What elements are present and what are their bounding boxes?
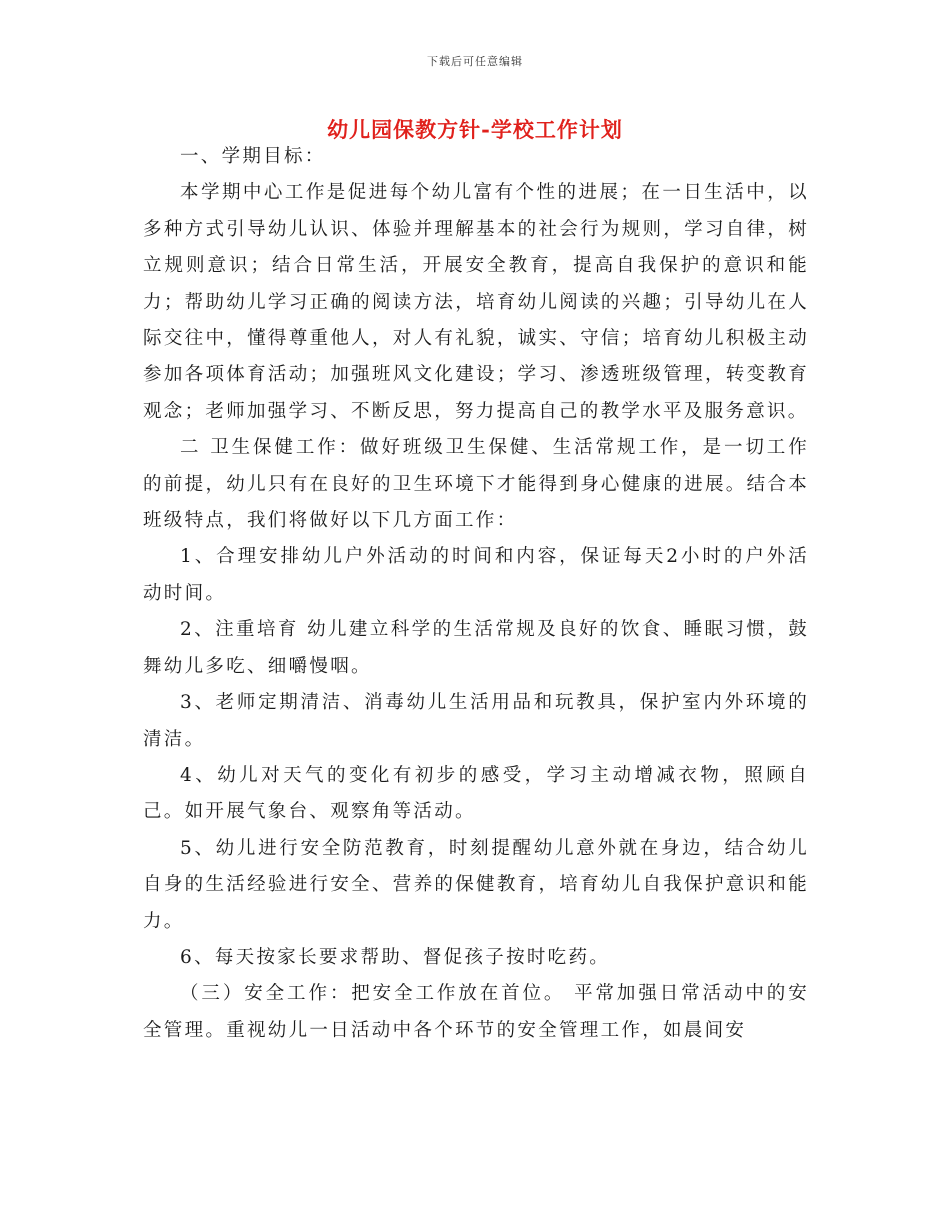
list-item: 6、每天按家长要求帮助、督促孩子按时吃药。 — [180, 946, 611, 968]
header-note: 下载后可任意编辑 — [427, 55, 523, 68]
document-body — [143, 139, 809, 1049]
list-item: 1、合理安排幼儿户外活动的时间和内容，保证每天2小时的户外活动时间。 — [143, 546, 809, 604]
section-heading-health: 二 卫生保健工作：做好班级卫生保健、生活常规工作，是一切工作的前提，幼儿只有在良好的卫生环境下才能得到身心健康的进展。结合本班级特点，我们将做好以下几方面工作： — [143, 437, 809, 532]
paragraph-goals: 本学期中心工作是促进每个幼儿富有个性的进展；在一日生活中，以多种方式引导幼儿认识、体验并理解基本的社会行为规则，学习自律，树立规则意识；结合日常生活，开展安全教育，提高自我保护的意识和能力；帮助幼儿学习正确的阅读方法，培育幼儿阅读的兴趣；引导幼儿在人际交往中，懂得尊重他人，对人有礼貌，诚实、守信；培育幼儿积极主动参加各项体育活动；加强班风文化建设；学习、渗透班级管理，转变教育观念；老师加强学习、不断反思，努力提高自己的教学水平及服务意识。 — [143, 182, 809, 422]
section-heading-goals: 一、学期目标： — [180, 146, 326, 167]
list-item: 5、幼儿进行安全防范教育，时刻提醒幼儿意外就在身边，结合幼儿自身的生活经验进行安全、营养的保健教育，培育幼儿自我保护意识和能力。 — [143, 837, 809, 932]
list-item: 2、注重培育 幼儿建立科学的生活常规及良好的饮食、睡眠习惯，鼓舞幼儿多吃、细嚼慢咽。 — [143, 619, 809, 677]
document-title: 幼儿园保教方针-学校工作计划 — [327, 117, 623, 142]
list-item: 4、幼儿对天气的变化有初步的感受，学习主动增减衣物，照顾自己。如开展气象台、观察角等活动。 — [143, 764, 809, 823]
list-item: 3、老师定期清洁、消毒幼儿生活用品和玩教具，保护室内外环境的清洁。 — [143, 692, 809, 750]
section-heading-safety: （三）安全工作：把安全工作放在首位。 平常加强日常活动中的安全管理。重视幼儿一日活动中各个环节的安全管理工作，如晨间安 — [143, 983, 809, 1041]
